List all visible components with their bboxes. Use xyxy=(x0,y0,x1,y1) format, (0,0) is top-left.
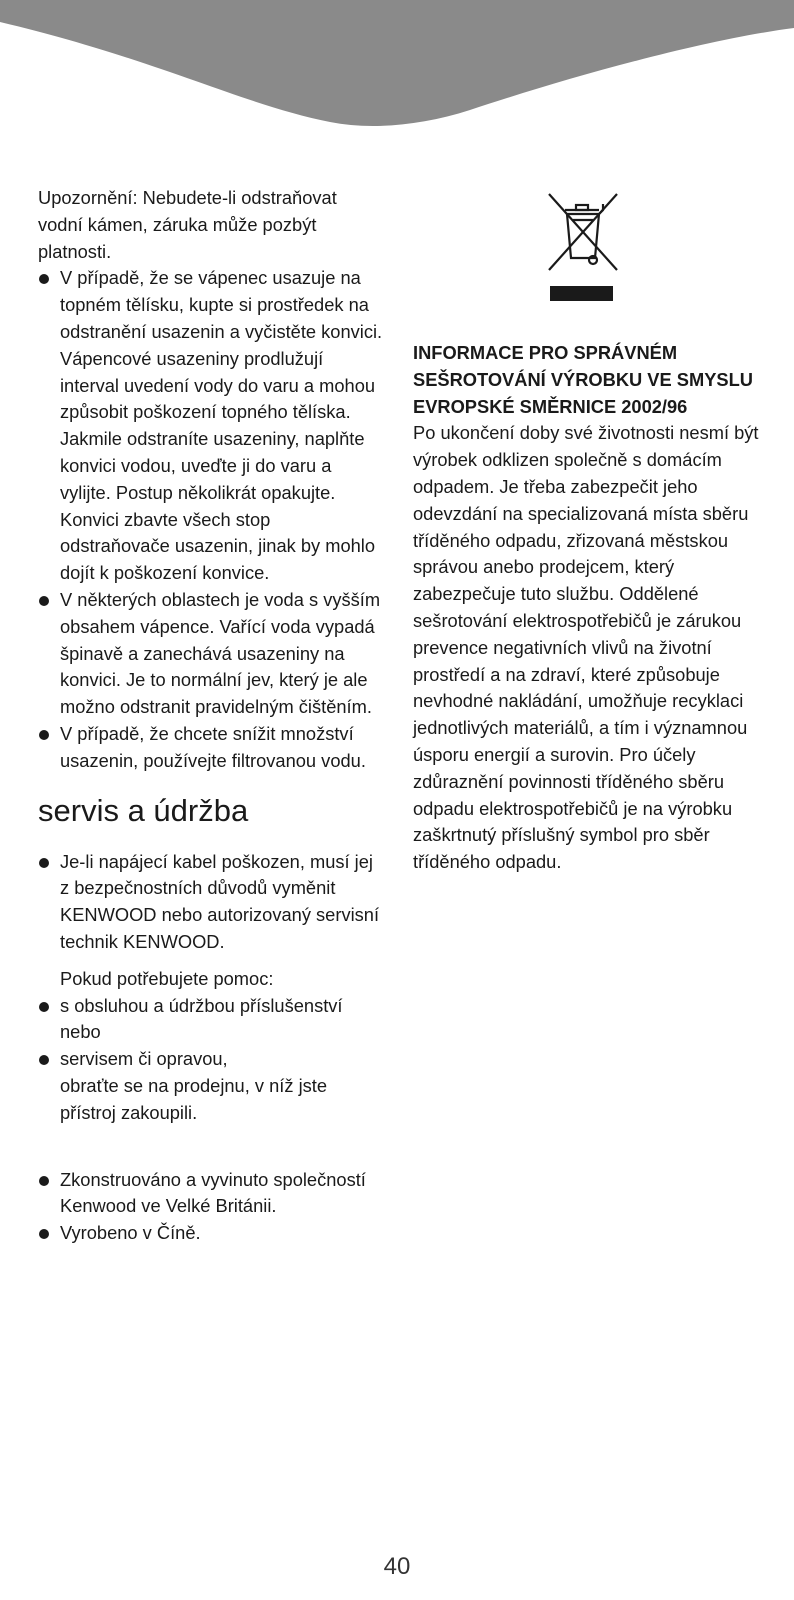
list-item-text: V případě, že se vápenec usazuje na topném tělísku, kupte si prostředek na odstranění usazenin a vyčistěte konvici. Vápencové usazeniny prodlužují interval uvedení vody do varu a mohou způsobit poškození topného tělíska. Jakmile odstraníte usazeniny, naplňte konvici vodou, uveďte ji do varu a vylijte. Postup několikrát opakujte. Konvici zbavte všech stop odstraňovače usazenin, jinak by mohlo dojít k poškození konvice. xyxy=(60,267,383,584)
list-item xyxy=(38,1220,383,1247)
page-number: 40 xyxy=(383,1553,411,1580)
list-item xyxy=(38,993,383,1047)
bullet-dot-icon xyxy=(39,1176,49,1186)
service-bullet-list xyxy=(38,849,383,956)
list-item-text: V některých oblastech je voda s vyšším obsahem vápence. Vařící voda vypadá špinavě a zanechává usazeniny na konvici. Je to normální jev, který je ale možno odstranit pravidelným čištěním. xyxy=(60,588,381,718)
list-item-text: V případě, že chcete snížit množství usazenin, používejte filtrovanou vodu. xyxy=(60,722,366,771)
bullet-dot-icon xyxy=(39,596,49,606)
bullet-dot-icon xyxy=(39,1055,49,1065)
help-bullet-list xyxy=(38,993,383,1073)
origin-bullet-list xyxy=(38,1167,383,1247)
weee-text: Po ukončení doby své životnosti nesmí být výrobek odklizen společně s domácím odpadem. Je třeba zabezpečit jeho odevzdání na specializovaná místa sběru tříděného odpadu, zřizovaná městskou správou anebo prodejcem, který zabezpečuje tuto službu. Oddělené sešrotování elektrospotřebičů je zárukou prevence negativních vlivů na životní prostředí a na zdraví, které způsobuje nevhodné nakládání, umožňuje recyklaci jednotlivých materiálů, a tím i významnou úsporu energií a surovin. Pro účely zdůraznění povinnosti tříděného sběru odpadu elektrospotřebičů je na výrobku zaškrtnutý příslušný symbol pro sběr tříděného odpadu. xyxy=(413,422,759,873)
list-item-text: s obsluhou a údržbou příslušenství nebo xyxy=(60,994,343,1043)
help-outro: obraťte se na prodejnu, v níž jste přístroj zakoupili. xyxy=(60,1074,328,1123)
list-item xyxy=(38,721,383,775)
header-wave-decoration xyxy=(0,0,794,130)
bullet-dot-icon xyxy=(39,730,49,740)
list-item xyxy=(38,849,383,956)
list-item-text: servisem či opravou, xyxy=(60,1048,228,1070)
list-item-text: Je-li napájecí kabel poškozen, musí jej z bezpečnostních důvodů vyměnit KENWOOD nebo autorizovaný servisní technik KENWOOD. xyxy=(60,850,380,952)
weee-heading: INFORMACE PRO SPRÁVNÉM SEŠROTOVÁNÍ VÝROBKU VE SMYSLU EVROPSKÉ SMĚRNICE 2002/96 xyxy=(413,342,753,417)
bullet-dot-icon xyxy=(39,858,49,868)
list-item-text: Vyrobeno v Číně. xyxy=(60,1222,201,1244)
list-item xyxy=(38,1046,383,1073)
bullet-dot-icon xyxy=(39,1229,49,1239)
descaling-warning: Upozornění: Nebudete-li odstraňovat vodní kámen, záruka může pozbýt platnosti. xyxy=(38,187,337,262)
list-item-text: Zkonstruováno a vyvinuto společností Kenwood ve Velké Británii. xyxy=(60,1168,366,1217)
list-item xyxy=(38,265,383,587)
list-item xyxy=(38,1167,383,1221)
left-column xyxy=(38,185,383,1247)
bullet-dot-icon xyxy=(39,274,49,284)
crossed-out-wheelie-bin-icon xyxy=(543,190,623,302)
help-intro: Pokud potřebujete pomoc: xyxy=(60,967,274,989)
descaling-bullet-list xyxy=(38,265,383,774)
service-heading: servis a údržba xyxy=(38,792,249,828)
bullet-dot-icon xyxy=(39,1002,49,1012)
list-item xyxy=(38,587,383,721)
right-column xyxy=(413,190,763,876)
